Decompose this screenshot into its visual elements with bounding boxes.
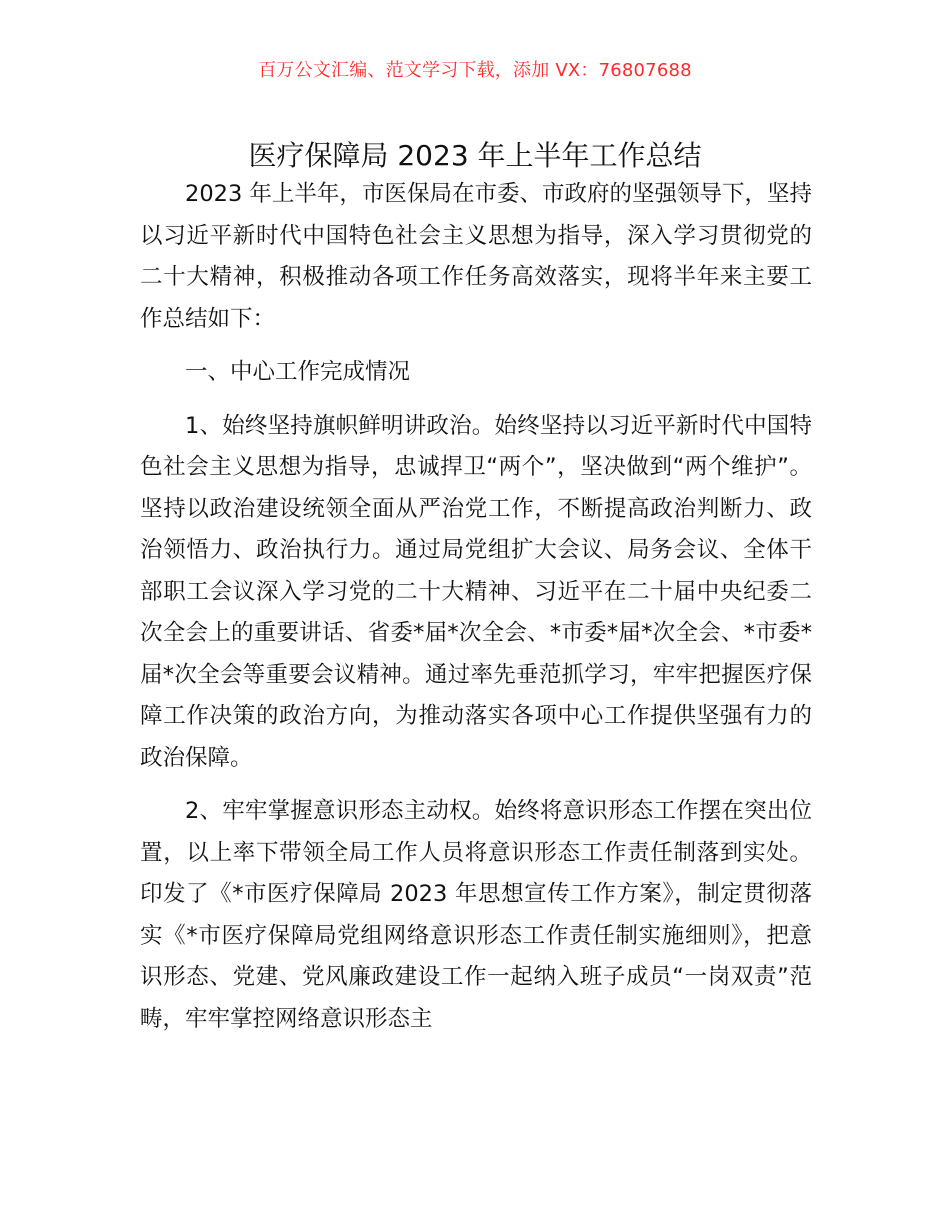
document-body [140, 174, 812, 1052]
header-watermark: 百万公文汇编、范文学习下载，添加 VX：76807688 [258, 60, 692, 81]
intro-paragraph: 2023 年上半年，市医保局在市委、市政府的坚强领导下，坚持以习近平新时代中国特色社会主义思想为指导，深入学习贯彻党的二十大精神，积极推动各项工作任务高效落实，现将半年来主要工作总结如下： [140, 181, 812, 332]
body-paragraph-2: 2、牢牢掌握意识形态主动权。始终将意识形态工作摆在突出位置，以上率下带领全局工作人员将意识形态工作责任制落到实处。印发了《*市医疗保障局 2023 年思想宣传工作方案》，制定贯彻落实《*市医疗保障局党组网络意识形态工作责任制实施细则》，把意识形态、党建、党风廉政建设工作一起纳入班子成员“一岗双责”范畴，牢牢掌控网络意识形态主 [140, 798, 812, 1032]
body-paragraph-1: 1、始终坚持旗帜鲜明讲政治。始终坚持以习近平新时代中国特色社会主义思想为指导，忠诚捍卫“两个”，坚决做到“两个维护”。坚持以政治建设统领全面从严治党工作，不断提高政治判断力、政治领悟力、政治执行力。通过局党组扩大会议、局务会议、全体干部职工会议深入学习党的二十大精神、习近平在二十届中央纪委二次全会上的重要讲话、省委*届*次全会、*市委*届*次全会、*市委*届*次全会等重要会议精神。通过率先垂范抓学习，牢牢把握医疗保障工作决策的政治方向，为推动落实各项中心工作提供坚强有力的政治保障。 [140, 412, 812, 771]
document-title: 医疗保障局 2023 年上半年工作总结 [248, 138, 702, 172]
section-heading: 一、中心工作完成情况 [185, 359, 411, 385]
